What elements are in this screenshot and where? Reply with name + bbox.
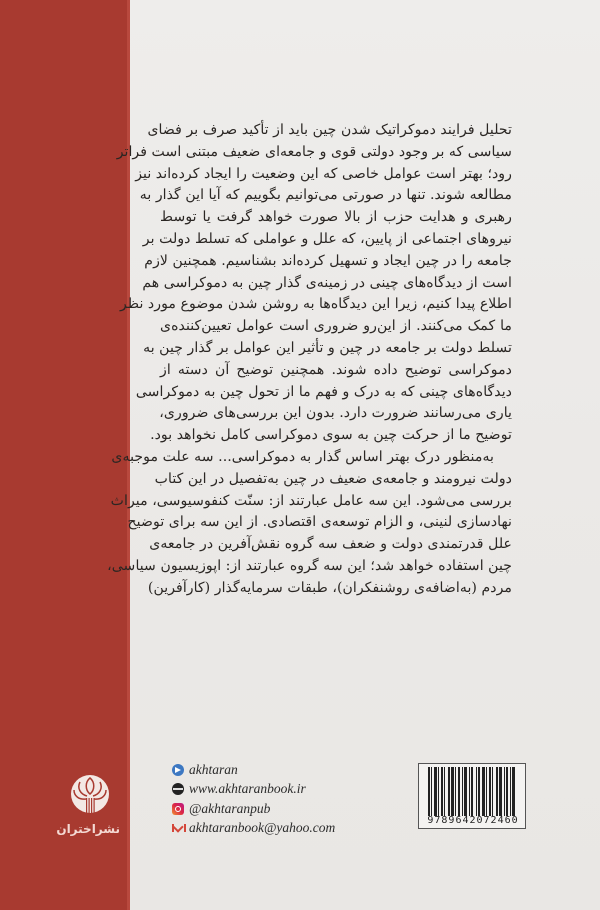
- blurb-line: یاری می‌رسانند ضرورت دارد. بدون این بررسی‌های ضروری،: [159, 405, 512, 422]
- blurb-line: مطالعه شوند. تنها در صورتی می‌توانیم بگوییم که آیا این گذار به: [139, 187, 512, 204]
- blurb-line: ما کمک می‌کنند. از این‌رو ضروری است عوامل تعیین‌کننده‌ی: [160, 318, 512, 335]
- blurb-line: چین استفاده خواهد شد؛ این سه گروه عبارتند از: اپوزیسیون سیاسی،: [107, 557, 512, 574]
- blurb-line: اطلاع پیدا کنیم، زیرا این دیدگاه‌ها به روشن شدن موضوع مورد نظر: [120, 296, 512, 313]
- blurb-line: توضیح ما از حرکت چین به سوی دموکراسی کامل نخواهد بود.: [150, 427, 512, 444]
- blurb-line: دیدگاه‌های چینی که به درک و فهم ما از تحول چین به دموکراسی: [135, 383, 512, 400]
- contact-website[interactable]: [172, 780, 335, 800]
- blurb-line: است از دیدگاه‌های چینی در زمینه‌ی گذار چین به دموکراسی هم: [142, 274, 512, 291]
- blurb-line: رود؛ بهتر است عوامل خاصی که این وضعیت را ایجاد کرده‌اند نیز: [135, 165, 512, 182]
- blurb-text: [107, 120, 512, 600]
- blurb-line: سیاسی که بر وجود دولتی قوی و جامعه‌ای ضعیف مبتنی است فراتر: [116, 143, 512, 160]
- isbn-barcode: [418, 763, 526, 829]
- blurb-line: تحلیل فرایند دموکراتیک شدن چین باید از تأکید صرف بر فضای: [147, 122, 512, 138]
- blurb-line: علل قدرتمندی دولت و ضعف سه گروه نقش‌آفرین در جامعه‌ی: [149, 536, 512, 553]
- barcode-bars: [428, 767, 518, 816]
- blurb-line: تسلط دولت بر جامعه در چین و تأثیر این عوامل بر گذار چین به: [143, 339, 512, 356]
- telegram-icon: [172, 764, 184, 776]
- contact-text: @akhtaranpub: [189, 800, 271, 816]
- blurb-line: دولت نیرومند و جامعه‌ی ضعیف در چین به‌تفصیل در این کتاب: [154, 470, 512, 487]
- mail-icon: [172, 822, 184, 834]
- blurb-line: جامعه را در چین ایجاد و تسهیل کرده‌اند بشناسیم. همچنین لازم: [144, 252, 512, 269]
- contact-text: www.akhtaranbook.ir: [189, 781, 306, 797]
- isbn-number: 9789642072460: [427, 815, 519, 826]
- blurb-line: بررسی می‌شود. این سه عامل عبارتند از: سنّت کنفوسیوسی، میراث: [110, 492, 512, 509]
- contact-list: [172, 760, 335, 838]
- contact-instagram[interactable]: [172, 799, 335, 819]
- blurb-line: نیروهای اجتماعی از پایین، که علل و عواملی که تسلط دولت بر: [142, 230, 512, 247]
- contact-email[interactable]: [172, 819, 335, 839]
- blurb-line: مردم (به‌اضافه‌ی روشنفکران)، طبقات سرمایه‌گذار (کارآفرین): [147, 579, 512, 596]
- blurb-line: دموکراسی توضیح داده شوند. همچنین توضیح آن دسته از: [160, 361, 512, 378]
- publisher-name: نشراختران: [56, 822, 120, 836]
- instagram-icon: [172, 803, 184, 815]
- contact-text: akhtaran: [189, 761, 238, 777]
- contact-text: akhtaranbook@yahoo.com: [189, 820, 336, 836]
- contact-telegram[interactable]: [172, 760, 335, 780]
- blurb-line: نهادسازی لنینی، و الزام توسعه‌ی اقتصادی. از این سه برای توضیح: [127, 514, 512, 531]
- blurb-line: به‌منظور درک بهتر اساس گذار به دموکراسی... سه علت موجبه‌ی: [111, 448, 494, 465]
- blurb-line: رهبری و هدایت حزب از بالا صورت خواهد گرفت یا توسط: [160, 209, 512, 226]
- globe-icon: [172, 783, 184, 795]
